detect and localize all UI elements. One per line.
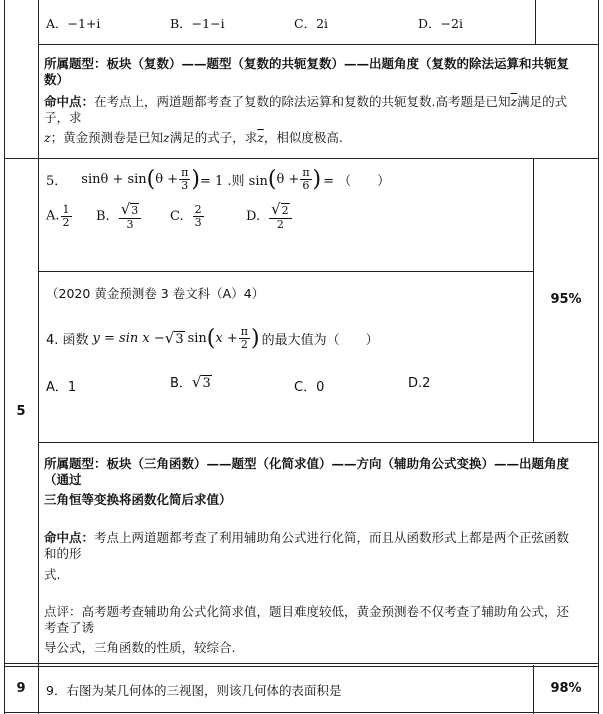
hit-text-1: 在考点上，两道题都考查了复数的除法运算和复数的共轭复数.高考题是已知: [94, 94, 511, 109]
row1-bottom: [4, 158, 599, 159]
row2-similarity: 95%: [550, 292, 582, 307]
q5-options: [46, 200, 526, 238]
similarity-column-divider-row1: [535, 0, 536, 44]
row2-hit-label: 命中点：: [44, 530, 95, 545]
row1-type-line: [44, 56, 581, 87]
row2-hit-text-1: 考点上两道题都考查了利用辅助角公式进行化简，而且从函数形式上都是两个正弦函数和的形: [44, 530, 570, 561]
q5-tail: = （ ）: [323, 173, 391, 189]
type-text: 板块（复数）——题型（复数的共轭复数）——出题角度（复数的除法运算和共轭复数）: [44, 56, 570, 87]
q4-sin: sin: [187, 330, 207, 346]
q5-expr-start: sinθ + sin: [81, 171, 147, 187]
q4-source: （2020 黄金预测卷 3 卷文科（A）4）: [46, 286, 265, 301]
q5-option-a: A. $\frac{1}{2}$: [46, 203, 70, 229]
row2-comment-line-1: 点评：高考题考查辅助角公式化简求值，题目难度较低，黄金预测卷不仅考查了辅助角公式，还考查了诱: [44, 604, 570, 635]
hit-text-3: ；黄金预测卷是已知: [50, 130, 164, 145]
table-left-border: [4, 0, 5, 714]
hit-zbar-2: $\overline{z}$: [257, 130, 264, 145]
table-right-border: [598, 0, 599, 714]
q4-option-b: B．√3: [170, 373, 211, 391]
row2-type-label: 所属题型：: [44, 456, 107, 471]
row2-type-line-2: 三角恒等变换将函数化简后求值）: [44, 492, 232, 507]
hit-text-5: ，相似度极高.: [263, 130, 343, 145]
row2-type-text-1: 板块（三角函数）——题型（化简求值）——方向（辅助角公式变换）——出题角度（通过: [44, 456, 570, 487]
row2-bottom-double-a: [4, 663, 599, 664]
row1-options: [38, 12, 535, 36]
hit-zbar-1: $\overline{z}$: [510, 94, 518, 109]
q5-theta-2: θ +: [276, 171, 300, 187]
q5-pi-over-6: $\frac{\pi}{6}$: [302, 165, 310, 192]
row2-comment-line-2: 导公式，三角函数的性质，较综合.: [44, 640, 236, 655]
q4-option-d: D.2: [408, 376, 431, 391]
row2-number: 5: [16, 404, 26, 419]
hit-text-2: 满足的式子，求: [44, 94, 568, 125]
row3-number: 9: [16, 681, 26, 696]
q4-expr: y = sin x −: [92, 330, 165, 346]
row1-options-bottom: [38, 44, 599, 45]
q4-pi-over-2: $\frac{\pi}{2}$: [240, 324, 248, 351]
q4-x-plus: x +: [215, 330, 238, 346]
q5-equals: = 1 .则 sin: [199, 173, 268, 189]
hit-z-1: z: [44, 130, 51, 145]
q5-theta-1: θ +: [155, 171, 179, 187]
q5-option-d: D. $\frac{√2}{2}$: [246, 202, 293, 230]
q5-option-b: B. $\frac{√3}{3}$: [96, 202, 142, 230]
q4-option-a: A．1: [46, 380, 77, 395]
q4-stem: 4. 函数 y = sin x − √3 sin ( x + $\frac{\pi}{2}$ ) 的最大值为（ ）: [46, 324, 379, 351]
hit-label: 命中点：: [44, 94, 95, 109]
row2-hit-line-1: [44, 530, 581, 561]
row1-hit-line-1: [44, 94, 581, 125]
q4-suffix: 的最大值为（ ）: [261, 332, 379, 348]
q4-option-c: C．0: [294, 380, 325, 395]
row2-type-line-1: [44, 456, 581, 487]
row3-question: 9．右图为某几何体的三视图，则该几何体的表面积是: [46, 683, 342, 698]
q4-sqrt3: √3: [164, 329, 184, 347]
option-b: B．−1−i: [170, 16, 225, 31]
type-label: 所属题型：: [44, 56, 107, 71]
row1-hit-line-2: [44, 130, 581, 146]
option-c: C．2i: [294, 16, 329, 31]
row3-similarity: 98%: [550, 681, 582, 696]
questions-bottom: [38, 442, 599, 443]
q4-prefix: 4. 函数: [46, 332, 89, 348]
hit-z-2: z: [163, 130, 170, 145]
q5-bottom: [38, 271, 534, 272]
q5-option-c: C. $\frac{2}{3}$: [170, 203, 202, 229]
row2-bottom-double-b: [4, 666, 599, 667]
option-d: D．−2i: [418, 16, 463, 31]
q4-options: [46, 372, 526, 398]
row2-hit-line-2: 式.: [44, 567, 61, 582]
q5-number: 5．: [46, 173, 68, 189]
hit-text-4: 满足的式子，求: [169, 130, 258, 145]
table-bottom: [4, 712, 599, 713]
q5-stem: 5． sinθ + sin ( θ + $\frac{\pi}{3}$ ) = 1 .则 sin ( θ + $\frac{\pi}{6}$ ) = （ ）: [46, 165, 391, 192]
option-a: A．−1+i: [46, 16, 101, 31]
q5-pi-over-3: $\frac{\pi}{3}$: [181, 165, 189, 192]
number-column-divider: [38, 0, 39, 714]
